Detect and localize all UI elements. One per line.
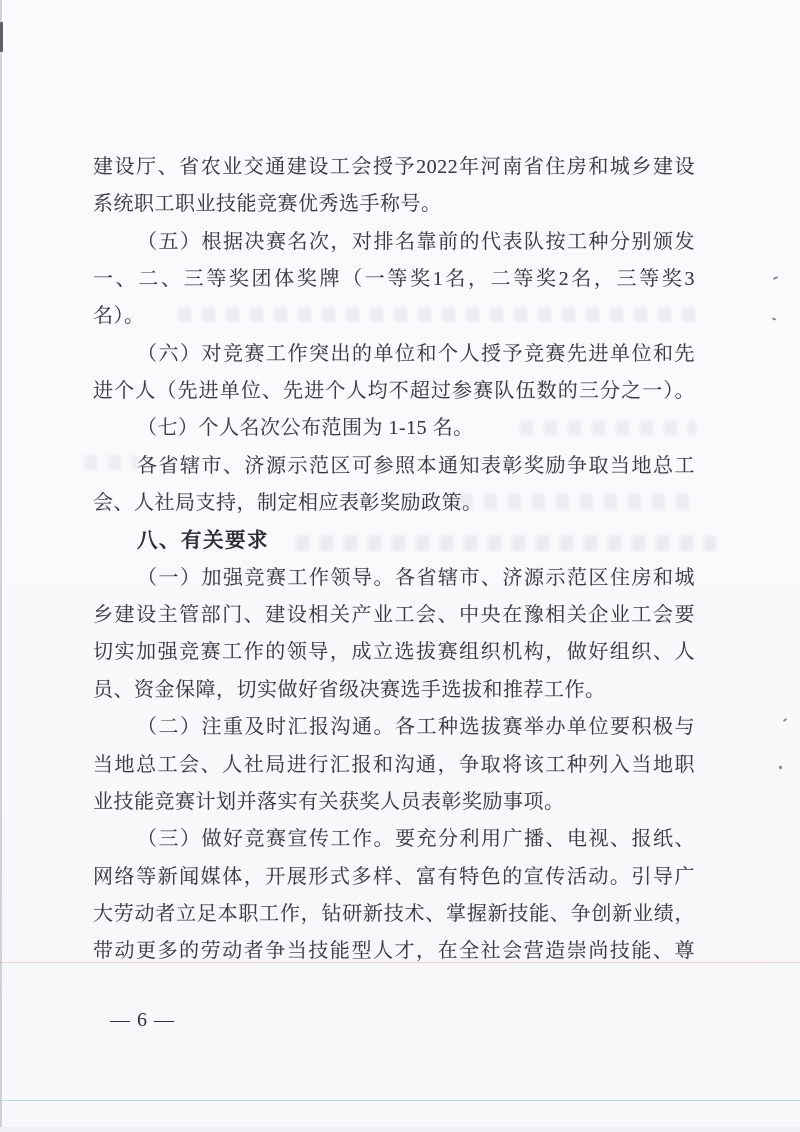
text-line: 系统职工职业技能竞赛优秀选手称号。	[93, 193, 442, 216]
ink-speck	[779, 766, 783, 770]
text-line: 建设厅、省农业交通建设工会授予2022年河南省住房和城乡建设	[93, 156, 695, 178]
text-line: （五）根据决赛名次，对排名靠前的代表队按工种分别颁发	[137, 230, 695, 253]
text-line: （二）注重及时汇报沟通。各工种选拔赛举办单位要积极与	[137, 716, 695, 739]
bleedthrough-artifact	[178, 307, 696, 322]
scan-artifact-line-pink	[0, 962, 800, 963]
text-line: （三）做好竞赛宣传工作。要充分利用广播、电视、报纸、	[137, 828, 695, 851]
text-line: 乡建设主管部门、建设相关产业工会、中央在豫相关企业工会要	[93, 604, 695, 627]
bleedthrough-artifact	[84, 455, 138, 470]
document-body-text	[93, 149, 695, 971]
section-heading: 八、有关要求	[137, 529, 269, 553]
text-line: 名）。	[93, 305, 145, 328]
text-line: 带动更多的劳动者争当技能型人才，在全社会营造崇尚技能、尊	[93, 940, 695, 963]
bleedthrough-artifact	[296, 536, 716, 551]
text-line: 会、人社局支持，制定相应表彰奖励政策。	[93, 492, 483, 515]
page-number: — 6 —	[110, 1009, 175, 1031]
ink-speck	[772, 317, 776, 320]
text-line: 网络等新闻媒体，开展形式多样、富有特色的宣传活动。引导广	[93, 865, 695, 888]
scan-edge-notch	[0, 22, 3, 52]
scan-artifact-line-teal	[0, 1100, 800, 1101]
text-line: 当地总工会、人社局进行汇报和沟通，争取将该工种列入当地职	[93, 753, 695, 776]
scan-edge-bottom	[0, 1127, 800, 1132]
text-line: 各省辖市、济源示范区可参照本通知表彰奖励争取当地总工	[137, 454, 695, 477]
text-line: （一）加强竞赛工作领导。各省辖市、济源示范区住房和城	[137, 566, 695, 589]
text-line: 一、二、三等奖团体奖牌（一等奖1名，二等奖2名，三等奖3	[93, 268, 695, 291]
text-line: 进个人（先进单位、先进个人均不超过参赛队伍数的三分之一）。	[93, 380, 695, 403]
text-line: 大劳动者立足本职工作，钻研新技术、掌握新技能、争创新业绩，	[93, 902, 695, 925]
text-line: 业技能竞赛计划并落实有关获奖人员表彰奖励事项。	[93, 790, 565, 813]
text-line: （七）个人名次公布范围为 1-15 名。	[137, 417, 474, 440]
text-line: （六）对竞赛工作突出的单位和个人授予竞赛先进单位和先	[137, 342, 695, 365]
ink-speck	[773, 276, 778, 280]
text-line: 切实加强竞赛工作的领导，成立选拔赛组织机构，做好组织、人	[93, 641, 695, 664]
ink-speck	[783, 718, 787, 722]
bleedthrough-artifact	[460, 494, 696, 509]
text-line: 员、资金保障，切实做好省级决赛选手选拔和推荐工作。	[93, 678, 606, 701]
bleedthrough-artifact	[520, 420, 696, 435]
